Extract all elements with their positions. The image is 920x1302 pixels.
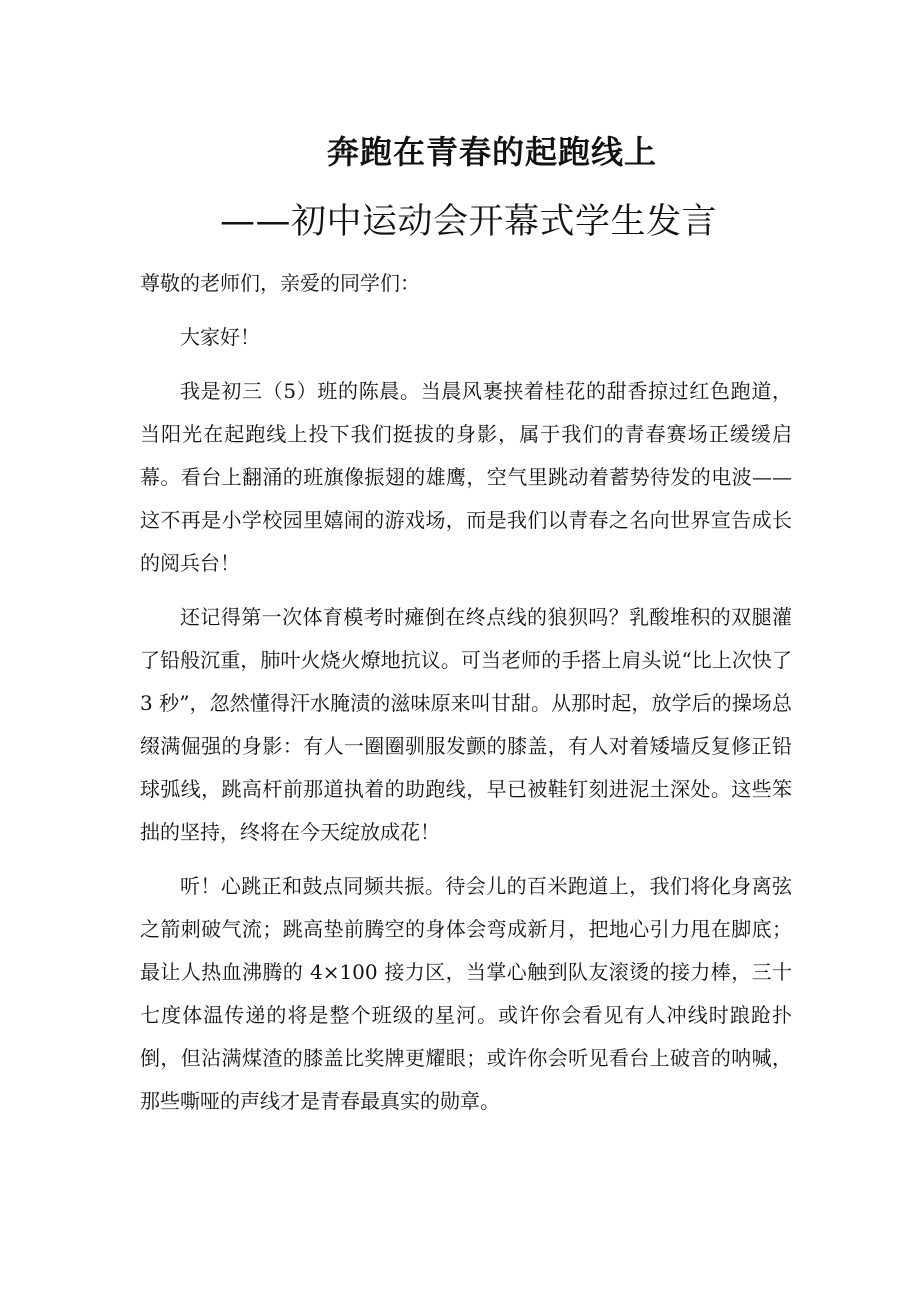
salutation: 尊敬的老师们，亲爱的同学们：: [140, 271, 420, 295]
document-body: [140, 262, 792, 1134]
paragraph-memory: 还记得第一次体育模考时瘫倒在终点线的狼狈吗？乳酸堆积的双腿灌了铅般沉重，肺叶火烧火燎地抗议。可当老师的手搭上肩头说“比上次快了 3 秒”，忽然懂得汗水腌渍的滋味原来叫甘甜。从那时起，放学后的操场总缀满倔强的身影：有人一圈圈驯服发颤的膝盖，有人对着矮墙反复修正铅球弧线，跳高杆前那道执着的助跑线，早已被鞋钉刻进泥土深处。这些笨拙的坚持，终将在今天绽放成花！: [140, 605, 792, 844]
greeting: 大家好！: [180, 325, 260, 349]
paragraph-competition: 听！心跳正和鼓点同频共振。待会儿的百米跑道上，我们将化身离弦之箭刺破气流；跳高垫前腾空的身体会弯成新月，把地心引力甩在脚底；最让人热血沸腾的 4×100 接力区，当掌心触到队友滚烫的接力棒，三十七度体温传递的将是整个班级的星河。或许你会看见有人冲线时踉跄扑倒，但沾满煤渣的膝盖比奖牌更耀眼；或许你会听见看台上破音的呐喊，那些嘶哑的声线才是青春最真实的勋章。: [140, 874, 792, 1113]
paragraph-intro: 我是初三（5）班的陈晨。当晨风裹挟着桂花的甜香掠过红色跑道，当阳光在起跑线上投下我们挺拔的身影，属于我们的青春赛场正缓缓启幕。看台上翻涌的班旗像振翅的雄鹰，空气里跳动着蓄势待发的电波——这不再是小学校园里嬉闹的游戏场，而是我们以青春之名向世界宣告成长的阅兵台！: [140, 379, 792, 575]
document-subtitle: ——初中运动会开幕式学生发言: [220, 202, 718, 242]
document-title: 奔跑在青春的起跑线上: [326, 133, 657, 171]
